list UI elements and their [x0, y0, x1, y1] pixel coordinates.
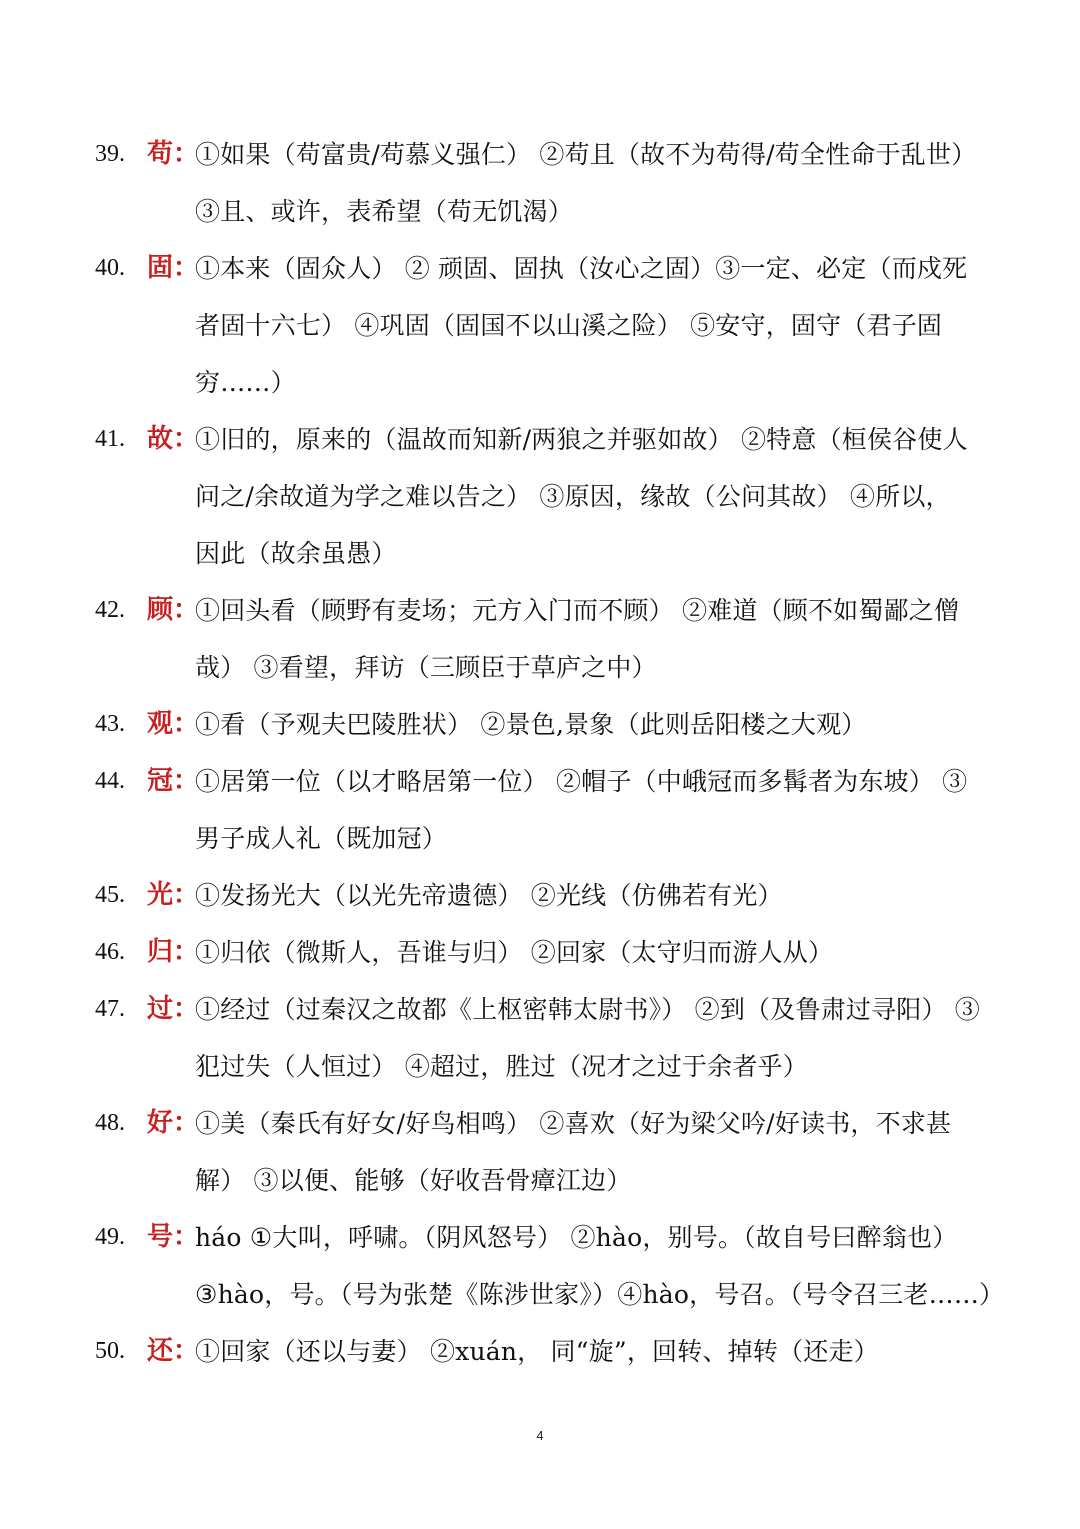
entry-definition — [195, 981, 995, 1095]
entry-character: 顾： — [147, 595, 200, 625]
entry-definition — [195, 240, 995, 411]
entry-definition-line: 解） ③以便、能够（好收吾骨瘴江边） — [195, 1166, 632, 1195]
entry-definition — [195, 582, 995, 696]
entry-number: 40. — [95, 255, 125, 281]
entry-character: 光： — [147, 880, 200, 910]
entry-definition — [195, 696, 995, 753]
entry-character: 冠： — [147, 766, 200, 796]
entry-definition-line: ③且、或许，表希望（苟无饥渴） — [195, 197, 574, 226]
entry-number: 47. — [95, 996, 125, 1022]
entry-character: 归： — [147, 937, 200, 967]
entry-number: 48. — [95, 1110, 125, 1136]
entry-46 — [95, 924, 995, 981]
entry-definition-line: ①发扬光大（以光先帝遗德） ②光线（仿佛若有光） — [195, 881, 783, 910]
entry-character: 故： — [147, 424, 200, 454]
entry-definition-line: ①如果（苟富贵/苟慕义强仁） ②苟且（故不为苟得/苟全性命于乱世） — [195, 140, 977, 169]
entry-definition-line: ③hào，号。（号为张楚《陈涉世家》）④hào，号召。（号令召三老……） — [195, 1280, 1005, 1309]
entry-43 — [95, 696, 995, 753]
entry-number: 46. — [95, 939, 125, 965]
entry-41 — [95, 411, 995, 582]
entry-42 — [95, 582, 995, 696]
entry-number: 43. — [95, 711, 125, 737]
entry-list — [95, 126, 1005, 1380]
entry-number: 50. — [95, 1338, 125, 1364]
entry-definition-line: ①看（予观夫巴陵胜状） ②景色,景象（此则岳阳楼之大观） — [195, 710, 867, 739]
entry-definition — [195, 1095, 995, 1209]
entry-definition-line: ①美（秦氏有好女/好鸟相鸣） ②喜欢（好为梁父吟/好读书，不求甚 — [195, 1109, 952, 1138]
entry-definition — [195, 867, 995, 924]
entry-definition — [195, 126, 995, 240]
entry-definition-line: 者固十六七） ④巩固（固国不以山溪之险） ⑤安守，固守（君子固 — [195, 311, 943, 340]
entry-number: 49. — [95, 1224, 125, 1250]
entry-character: 苟： — [147, 139, 200, 169]
entry-40 — [95, 240, 995, 411]
entry-number: 41. — [95, 426, 125, 452]
entry-definition-line: ①旧的，原来的（温故而知新/两狼之并驱如故） ②特意（桓侯谷使人 — [195, 425, 968, 454]
entry-character: 观： — [147, 709, 200, 739]
entry-character: 还： — [147, 1336, 200, 1366]
entry-character: 好： — [147, 1108, 200, 1138]
entry-39 — [95, 126, 995, 240]
entry-definition-line: ①居第一位（以才略居第一位） ②帽子（中峨冠而多髯者为东坡） ③ — [195, 767, 968, 796]
entry-definition-line: ①经过（过秦汉之故都《上枢密韩太尉书》） ②到（及鲁肃过寻阳） ③ — [195, 995, 980, 1024]
entry-character: 过： — [147, 994, 200, 1024]
entry-definition-line: 因此（故余虽愚） — [195, 539, 397, 568]
entry-definition-line: 哉） ③看望，拜访（三顾臣于草庐之中） — [195, 653, 657, 682]
entry-character: 固： — [147, 253, 200, 283]
entry-49 — [95, 1209, 1005, 1323]
entry-44 — [95, 753, 995, 867]
entry-definition-line: 男子成人礼（既加冠） — [195, 824, 448, 853]
entry-definition — [195, 1323, 995, 1380]
entry-number: 44. — [95, 768, 125, 794]
entry-definition-line: háo ①大叫，呼啸。（阴风怒号） ②hào，别号。（故自号曰醉翁也） — [195, 1223, 958, 1252]
entry-definition — [195, 411, 995, 582]
page-number: 4 — [536, 1428, 544, 1443]
entry-45 — [95, 867, 995, 924]
entry-character: 号： — [147, 1222, 200, 1252]
entry-definition — [195, 924, 995, 981]
entry-definition — [195, 1209, 1004, 1323]
entry-number: 39. — [95, 141, 125, 167]
entry-definition-line: ①本来（固众人） ② 顽固、固执（汝心之固）③一定、必定（而戍死 — [195, 254, 968, 283]
entry-definition-line: 问之/余故道为学之难以告之） ③原因，缘故（公问其故） ④所以， — [195, 482, 951, 511]
entry-definition-line: ①回家（还以与妻） ②xuán， 同“旋”，回转、掉转（还走） — [195, 1337, 879, 1366]
entry-50 — [95, 1323, 995, 1380]
entry-definition — [195, 753, 995, 867]
entry-definition-line: ①回头看（顾野有麦场；元方入门而不顾） ②难道（顾不如蜀鄙之僧 — [195, 596, 960, 625]
entry-48 — [95, 1095, 995, 1209]
entry-47 — [95, 981, 995, 1095]
entry-number: 42. — [95, 597, 125, 623]
entry-definition-line: ①归依（微斯人，吾谁与归） ②回家（太守归而游人从） — [195, 938, 834, 967]
entry-definition-line: 穷……） — [195, 368, 296, 397]
entry-definition-line: 犯过失（人恒过） ④超过，胜过（况才之过于余者乎） — [195, 1052, 808, 1081]
entry-number: 45. — [95, 882, 125, 908]
